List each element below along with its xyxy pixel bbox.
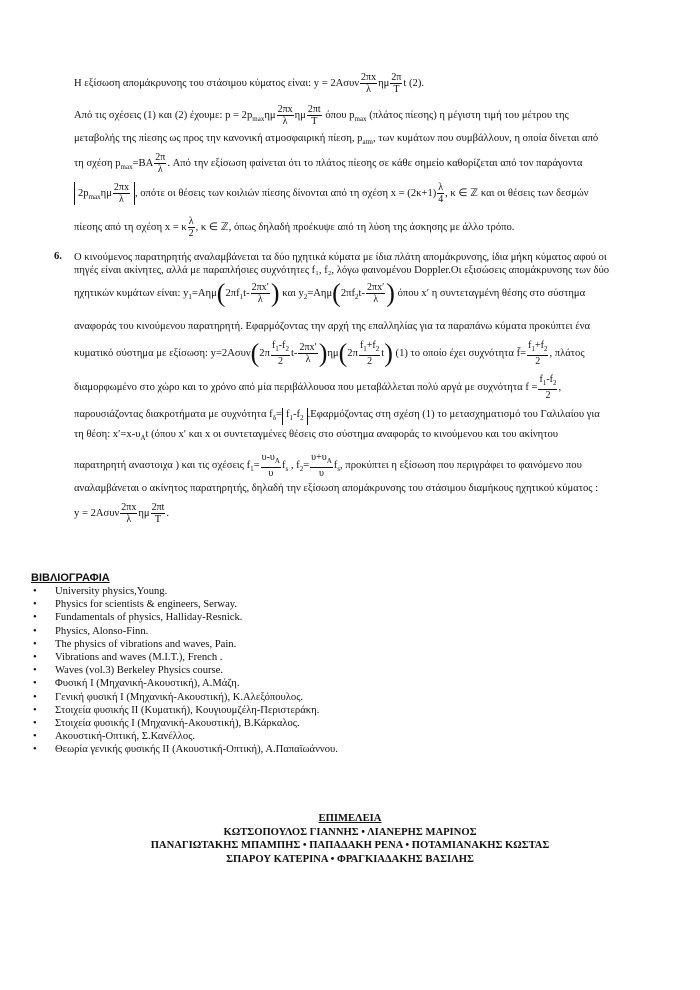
list-item: • Waves (vol.3) Berkeley Physics course. <box>31 664 338 677</box>
text: διαμορφωμένο στο χώρο και το χρόνο από μία περιβάλλουσα που μεταβάλλεται πολύ αργά με συχνότητα <box>74 381 523 393</box>
paragraph-line <box>74 278 670 308</box>
text: Ο κινούμενος παρατηρητής αναλαμβάνεται τα δύο ηχητικά κύματα με ίδια πλάτη απομάκρυνσης, ίδια μήκη κύματος αφού οι <box>74 252 607 263</box>
list-item: • Fundamentals of physics, Halliday-Resnick. <box>31 611 338 624</box>
paragraph-line: διαμορφωμένο στο χώρο και το χρόνο από μία περιβάλλουσα που μεταβάλλεται πολύ αργά με συχνότητα f = $\frac{f_1-f_2}{2}$ , <box>74 374 562 401</box>
paragraph-line: τη σχέση $p_{max}=BA$ $\frac{2\pi}{\lambda}$ . Από την εξίσωση φαίνεται ότι το πλάτος πίεσης σε κάθε σημείο καθορίζεται από τον παράγοντα <box>74 152 583 175</box>
list-item: • Ακουστική-Οπτική, Σ.Κανέλλος. <box>31 730 338 743</box>
list-item: • Στοιχεία φυσικής Ι (Μηχανική-Ακουστική), Β.Κάρκαλος. <box>31 717 338 730</box>
equation: $y_2=A\eta\mu(2\pi f_2t-$ $\frac{2\pi x'}{\lambda}$ ) <box>298 278 395 308</box>
text: (2). <box>409 77 425 89</box>
text: ηχητικών κυμάτων είναι: <box>74 287 181 299</box>
text: παρουσιάζοντας διακροτήματα με συχνότητα <box>74 409 267 420</box>
text: και <box>282 287 296 299</box>
text: αναφοράς του κινούμενου παρατηρητή. Εφαρμόζοντας την αρχή της επαλληλίας για τα παραπάνω κύματα προκύπτει ένα <box>74 321 591 332</box>
final-equation: y = 2Aσυν $\frac{2\pi x}{\lambda}$ ημ $\frac{2\pi t}{T}$ . <box>74 502 170 525</box>
list-item: • Physics for scientists & engineers, Serway. <box>31 598 338 611</box>
text: όπου p <box>325 109 355 121</box>
text: t (όπου x′ και x οι συντεταγμένες θέσεις στο σύστημα αναφοράς το κινούμενου και του ακίνητου <box>145 429 559 440</box>
list-item: • Στοιχεία φυσικής ΙΙ (Κυματική), Κουγιουμζέλη-Περιστεράκη. <box>31 704 338 717</box>
bibliography-title: ΒΙΒΛΙΟΓΡΑΦΙΑ <box>31 572 110 584</box>
text: πίεσης από τη σχέση <box>74 221 163 233</box>
equation: y = 2Aσυν $\frac{2\pi x}{\lambda}$ ημ $\frac{2\pi}{T}$ t <box>313 72 409 95</box>
paragraph-line: παρατηρητή αναστοιχα ) και τις σχέσεις $f_1=$ $\frac{\upsilon-\upsilon_A}{\upsilon}$ $f_s$ , $f_2=$ $\frac{\upsilon+\upsilon_A}{\upsilon}$ $f_s$, προκύπτει η εξίσωση που περιγράφει το φαινόμενο που <box>74 452 582 479</box>
text: , οπότε οι θέσεις των κοιλιών πίεσης δίνονται από τη σχέση <box>134 187 389 199</box>
editors-block <box>0 812 700 866</box>
paragraph-line: μεταβολής της πίεσης ως προς την κανονική ατμοσφαιρική πίεση, $p_{atm}$, των κυμάτων που συμβάλλουν, η οποία δίνεται από <box>74 133 599 147</box>
text: παρατηρητή αναστοιχα ) και τις σχέσεις <box>74 459 244 471</box>
text: αναλαμβάνεται ο ακίνητος παρατηρητής, δηλαδή την εξίσωση απομάκρυνσης του στάσιμου διαμήκους ηχητικού κύματος : <box>74 483 599 494</box>
editors-line: ΣΠΑΡΟΥ ΚΑΤΕΡΙΝΑ • ΦΡΑΓΚΙΑΔΑΚΗΣ ΒΑΣΙΛΗΣ <box>226 853 474 865</box>
list-item: • University physics,Young. <box>31 585 338 598</box>
paragraph-line <box>74 72 670 95</box>
text: τη σχέση p <box>74 157 121 169</box>
equation: $y_1=A\eta\mu(2\pi f_1t-$ $\frac{2\pi x'}{\lambda}$ ) <box>183 278 280 308</box>
equation: y=2Aσυν(2π $\frac{f_1-f_2}{2}$ t- $\frac{2\pi x'}{\lambda}$ )ημ(2π $\frac{f_1+f_2}{2}$ t) <box>210 338 393 368</box>
text: . Από την εξίσωση φαίνεται ότι το πλάτος πίεσης σε κάθε σημείο καθορίζεται από τον παράγοντα <box>167 157 583 169</box>
paragraph-line: παρουσιάζοντας διακροτήματα με συχνότητα $f_\delta= f_1-f_2$ .Εφαρμόζοντας στη σχέση (1) το μετασχηματισμό του Γαλιλαίου για <box>74 408 670 425</box>
text: Η εξίσωση απομάκρυνσης του στάσιμου κύματος είναι: <box>74 77 312 89</box>
list-item: • Vibrations and waves (M.I.T.), French . <box>31 651 338 664</box>
list-item: • The physics of vibrations and waves, Pain. <box>31 638 338 651</box>
paragraph-line: τη θέση: $x'=x-\upsilon_At$ (όπου x′ και x οι συντεταγμένες θέσεις στο σύστημα αναφοράς το κινούμενου και του ακίνητου <box>74 429 559 443</box>
paragraph-line <box>74 264 670 278</box>
paragraph-line: κυματικό σύστημα με εξίσωση: y=2Aσυν(2π $\frac{f_1-f_2}{2}$ t- $\frac{2\pi x'}{\lambda}$ )ημ(2π $\frac{f_1+f_2}{2}$ t) (1) το οποίο έχει συχνότητα f̄= $\frac{f_1+f_2}{2}$ , πλάτος <box>74 338 585 368</box>
paragraph-line <box>74 251 670 265</box>
list-item: • Θεωρία γενικής φυσικής ΙΙ (Ακουστική-Οπτική), Α.Παπαϊωάννου. <box>31 743 338 756</box>
text: κυματικό σύστημα με εξίσωση: <box>74 347 208 359</box>
text: μεταβολής της πίεσης ως προς την κανονική ατμοσφαιρική πίεση, p <box>74 133 363 144</box>
text: , όπως δηλαδή προέκυψε από τη λύση της άσκησης με άλλο τρόπο. <box>228 221 515 233</box>
paragraph-line: $2p_{max}\eta\mu$ $\frac{2\pi x}{\lambda}$ , οπότε οι θέσεις των κοιλιών πίεσης δίνονται από τη σχέση x = (2κ+1) $\frac{\lambda}{4}$ , κ ∈ ℤ και οι θέσεις των δεσμών <box>74 182 670 205</box>
text: και οι θέσεις των δεσμών <box>480 187 589 199</box>
text: , πλάτος <box>549 347 585 359</box>
equation: $2p_{max}\eta\mu$ $\frac{2\pi x}{\lambda}$ <box>74 182 135 205</box>
paragraph-line <box>74 482 670 496</box>
editors-title: ΕΠΙΜΕΛΕΙΑ <box>318 813 382 824</box>
editors-line: ΚΩΤΣΟΠΟΥΛΟΣ ΓΙΑΝΝΗΣ • ΛΙΑΝΕΡΗΣ ΜΑΡΙΝΟΣ <box>223 826 477 838</box>
text: .Εφαρμόζοντας στη σχέση (1) το μετασχηματισμό του Γαλιλαίου για <box>307 409 600 420</box>
text: (1) το οποίο έχει συχνότητα <box>395 347 514 359</box>
list-item: • Φυσική Ι (Μηχανική-Ακουστική), Α.Μάζη. <box>31 677 338 690</box>
paragraph-line <box>74 320 670 334</box>
list-item: • Γενική φυσική Ι (Μηχανική-Ακουστική), Κ.Αλεξόπουλος. <box>31 691 338 704</box>
text: (πλάτος πίεσης) η μέγιστη τιμή του μέτρου της <box>369 109 569 121</box>
text: , προκύπτει η εξίσωση που περιγράφει το φαινόμενο που <box>340 459 582 471</box>
list-item: • Physics, Alonso-Finn. <box>31 625 338 638</box>
bibliography-list <box>31 585 338 757</box>
text: τη θέση: x′=x-υ <box>74 429 141 440</box>
text: πηγές είναι ακίνητες, αλλά με παραπλήσιες συχνότητες f₁, f₂, λόγω φαινομένου Doppler.Οι εξισώσεις απομάκρυνσης των δύο <box>74 265 610 276</box>
paragraph-line: Από τις σχέσεις (1) και (2) έχουμε: $p = 2p_{max}\eta\mu$ $\frac{2\pi x}{\lambda}$ ημ $\frac{2\pi t}{T}$ όπου $p_{max}$ (πλάτος πίεσης) η μέγιστη τιμή του μέτρου της <box>74 104 569 127</box>
text: Από τις σχέσεις (1) και (2) έχουμε: <box>74 109 223 121</box>
text: , των κυμάτων που συμβάλλουν, η οποία δίνεται από <box>372 133 599 144</box>
text: όπου x′ η συντεταγμένη θέσης στο σύστημα <box>397 287 586 299</box>
item-number: 6. <box>54 251 62 262</box>
equation: $p = 2p_{max}\eta\mu$ $\frac{2\pi x}{\lambda}$ ημ $\frac{2\pi t}{T}$ <box>225 104 321 127</box>
editors-line: ΠΑΝΑΓΙΩΤΑΚΗΣ ΜΠΑΜΠΗΣ • ΠΑΠΑΔΑΚΗ ΡΕΝΑ • ΠΟΤΑΜΙΑΝΑΚΗΣ ΚΩΣΤΑΣ <box>150 840 550 851</box>
paragraph-line: πίεσης από τη σχέση x = κ $\frac{\lambda}{2}$ , κ ∈ ℤ, όπως δηλαδή προέκυψε από τη λύση της άσκησης με άλλο τρόπο. <box>74 216 515 239</box>
